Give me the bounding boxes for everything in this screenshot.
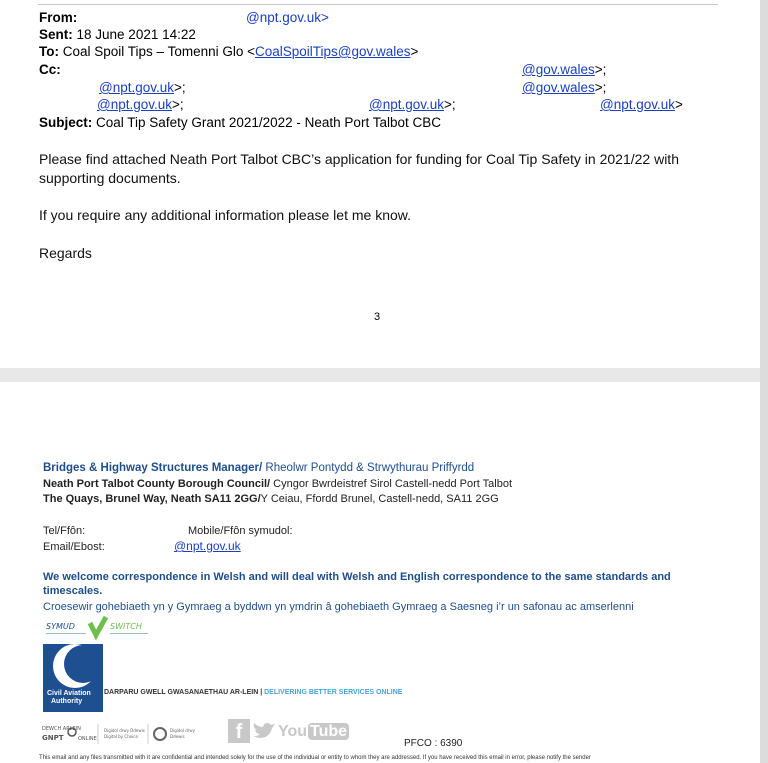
sig-email-link bbox=[174, 539, 241, 553]
body-para-1-line-2: supporting documents. bbox=[39, 170, 181, 186]
cc-d: @npt.gov.uk> bbox=[554, 97, 683, 113]
sig-email-label: Email/Ebost: bbox=[43, 541, 105, 553]
caa-text: Civil Aviation Authority bbox=[47, 690, 91, 705]
svg-text:GNPT: GNPT bbox=[42, 734, 64, 742]
cc-link[interactable]: @npt.gov.uk bbox=[99, 80, 174, 95]
youtube-icon[interactable]: You Tube bbox=[278, 723, 348, 740]
cc-right-2: @gov.wales>; bbox=[522, 80, 607, 95]
cc-label: Cc: bbox=[39, 62, 61, 77]
digital-logos bbox=[42, 722, 222, 748]
svg-text:Ddewis: Ddewis bbox=[170, 734, 185, 739]
caa-swoosh-icon bbox=[43, 644, 103, 694]
civil-aviation-authority-logo bbox=[43, 644, 103, 712]
cc-c: @npt.gov.uk>; bbox=[369, 97, 456, 112]
services-banner: DARPARU GWELL GWASANAETHAU AR-LEIN | DELIVERING BETTER SERVICES ONLINE bbox=[104, 689, 403, 696]
viewer-scrollbar-rail[interactable] bbox=[760, 0, 768, 763]
body-para-2: If you require any additional information please let me know. bbox=[39, 207, 411, 223]
email-link[interactable]: @npt.gov.uk bbox=[174, 539, 241, 553]
sig-tel: Tel/Ffôn: bbox=[43, 525, 86, 537]
svg-text:SYMUD: SYMUD bbox=[46, 622, 75, 631]
document-page-3 bbox=[0, 0, 760, 368]
to-email-link[interactable]: CoalSpoilTips@gov.wales bbox=[255, 44, 411, 59]
cc-link[interactable]: @gov.wales bbox=[522, 62, 595, 77]
disclaimer: This email and any files transmitted with it are confidential and intended solely for the use of the individual or entity to whom they are addressed. If you have received this email in error, please notify the sender bbox=[39, 755, 591, 761]
welsh-statement-en-2: timescales. bbox=[43, 585, 103, 597]
cc-link[interactable]: @npt.gov.uk bbox=[97, 97, 172, 112]
body-para-1-line-1: Please find attached Neath Port Talbot CBC’s application for funding for Coal Tip Safety in 2021/22 with bbox=[39, 151, 679, 167]
closing: Regards bbox=[39, 245, 92, 261]
subject-line: Subject: Coal Tip Safety Grant 2021/2022 - Neath Port Talbot CBC bbox=[39, 115, 441, 130]
sig-mobile: Mobile/Ffôn symudol: bbox=[188, 525, 293, 537]
cc-right-1: @gov.wales>; bbox=[522, 62, 607, 77]
cc-link[interactable]: @npt.gov.uk bbox=[369, 97, 444, 112]
facebook-icon[interactable]: f bbox=[228, 719, 250, 743]
cc-link[interactable]: @gov.wales bbox=[522, 80, 595, 95]
svg-text:Digidol drwy Ddewis: Digidol drwy Ddewis bbox=[104, 728, 145, 733]
cc-b: @npt.gov.uk>; bbox=[97, 97, 184, 112]
switch-check-icon bbox=[44, 615, 152, 641]
digital-badges-icon bbox=[42, 722, 222, 748]
sig-address: The Quays, Brunel Way, Neath SA11 2GG/Y Ceiau, Ffordd Brunel, Castell-nedd, SA11 2GG bbox=[43, 493, 499, 505]
sig-org: Neath Port Talbot County Borough Council/ Cyngor Bwrdeistref Sirol Castell-nedd Port Talbot bbox=[43, 478, 513, 490]
cc-link[interactable]: @npt.gov.uk bbox=[600, 97, 675, 112]
twitter-icon[interactable] bbox=[252, 720, 276, 742]
svg-text:Digital by Choice: Digital by Choice bbox=[104, 734, 138, 739]
subject-value: Coal Tip Safety Grant 2021/2022 - Neath Port Talbot CBC bbox=[96, 115, 441, 130]
svg-text:ONLINE: ONLINE bbox=[78, 736, 97, 742]
sent-value: 18 June 2021 14:22 bbox=[76, 27, 196, 42]
to-line: To: Coal Spoil Tips – Tomenni Glo <CoalSpoilTips@gov.wales> bbox=[39, 44, 419, 59]
header-rule bbox=[38, 4, 718, 5]
page-number: 3 bbox=[374, 311, 381, 323]
document-page-4 bbox=[0, 382, 760, 763]
from-line: From: @npt.gov.uk> bbox=[39, 10, 329, 25]
sent-line: Sent: 18 June 2021 14:22 bbox=[39, 27, 196, 42]
language-switch-logo bbox=[44, 615, 152, 641]
svg-text:DEWCH ARLEIN: DEWCH ARLEIN bbox=[42, 726, 81, 732]
sig-title: Bridges & Highway Structures Manager/ Rheolwr Pontydd & Strwythurau Priffyrdd bbox=[43, 462, 475, 474]
welsh-statement-en-1: We welcome correspondence in Welsh and will deal with Welsh and English correspondence to the same standards and bbox=[43, 571, 671, 583]
svg-text:SWITCH: SWITCH bbox=[110, 622, 142, 631]
svg-text:Digidol drwy: Digidol drwy bbox=[170, 728, 196, 733]
pfco-number: PFCO : 6390 bbox=[404, 738, 463, 749]
cc-a: @npt.gov.uk>; bbox=[99, 80, 186, 95]
from-value: @npt.gov.uk> bbox=[246, 10, 329, 25]
welsh-statement-cy: Croesewir gohebiaeth yn y Gymraeg a byddwn yn ymdrin â gohebiaeth Gymraeg a Saesneg i’r un safonau ac amserlenni bbox=[43, 601, 634, 613]
